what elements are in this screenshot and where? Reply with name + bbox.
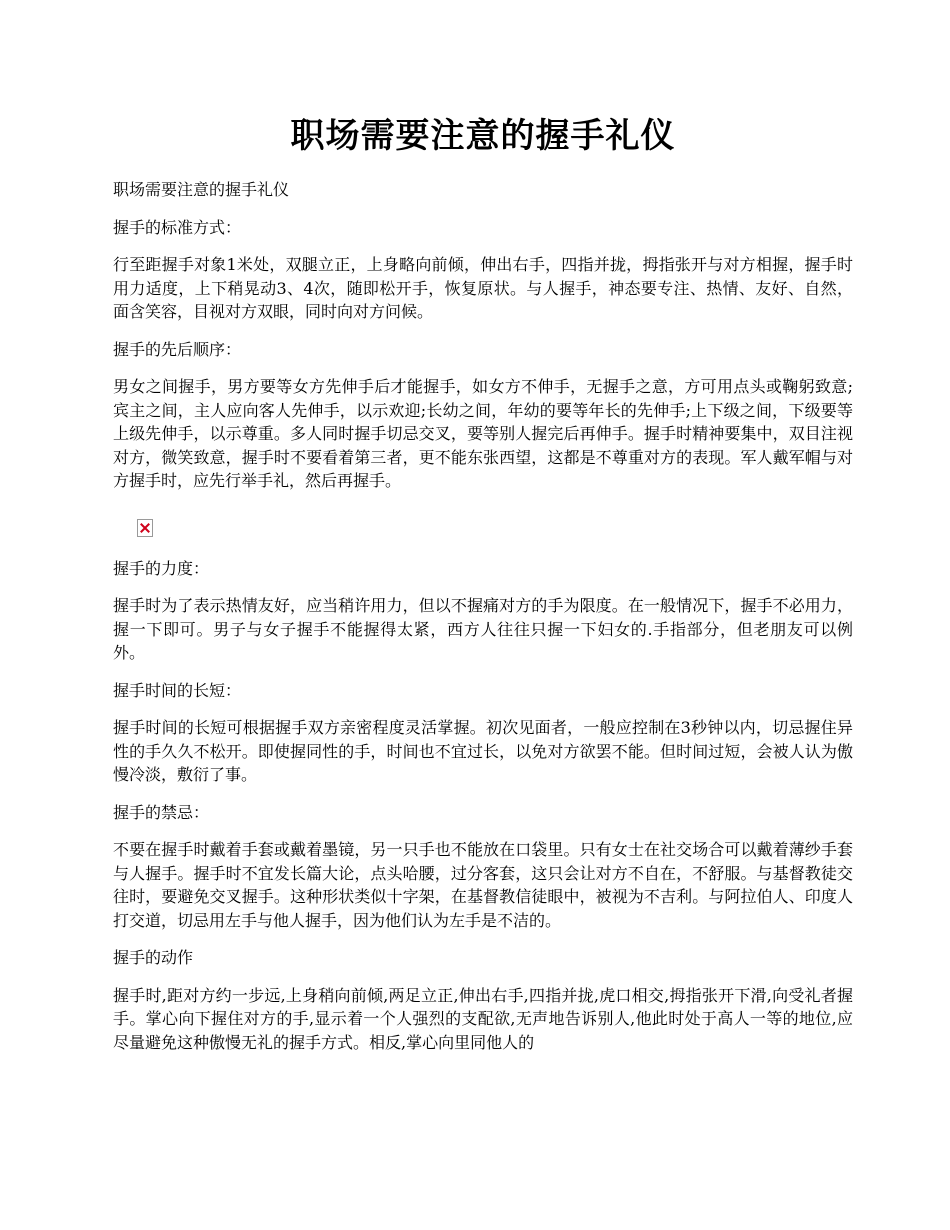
section-heading: 握手的标准方式： bbox=[113, 217, 242, 237]
image-container bbox=[113, 507, 853, 557]
paragraph: 不要在握手时戴着手套或戴着墨镜，另一只手也不能放在口袋里。只有女士在社交场合可以戴着薄纱手套与人握手。握手时不宜发长篇大论，点头哈腰，过分客套，这只会让对方不自在，不舒服。与基督教徒交往时，要避免交叉握手。这种形状类似十字架，在基督教信徒眼中，被视为不吉利。与阿拉伯人、印度人打交道，切忌用左手与他人握手，因为他们认为左手是不洁的。 bbox=[113, 840, 853, 930]
paragraph: 握手时为了表示热情友好，应当稍许用力，但以不握痛对方的手为限度。在一般情况下，握手不必用力，握一下即可。男子与女子握手不能握得太紧，西方人往往只握一下妇女的.手指部分，但老朋友可以例外。 bbox=[113, 596, 853, 662]
paragraph: 男女之间握手，男方要等女方先伸手后才能握手，如女方不伸手，无握手之意，方可用点头或鞠躬致意;宾主之间，主人应向客人先伸手，以示欢迎;长幼之间，年幼的要等年长的先伸手;上下级之间，下级要等上级先伸手，以示尊重。多人同时握手切忌交叉，要等别人握完后再伸手。握手时精神要集中，双目注视对方，微笑致意，握手时不要看着第三者，更不能东张西望，这都是不尊重对方的表现。军人戴军帽与对方握手时，应先行举手礼，然后再握手。 bbox=[113, 377, 853, 490]
paragraph: 握手时,距对方约一步远,上身稍向前倾,两足立正,伸出右手,四指并拢,虎口相交,拇指张开下滑,向受礼者握手。掌心向下握住对方的手,显示着一个人强烈的支配欲,无声地告诉别人,他此时处于高人一等的地位,应尽量避免这种傲慢无礼的握手方式。相反,掌心向里同他人的 bbox=[113, 985, 853, 1052]
document-title: 职场需要注意的握手礼仪 bbox=[290, 116, 676, 156]
section-heading: 握手的禁忌： bbox=[113, 802, 210, 822]
broken-image-icon bbox=[137, 519, 153, 537]
section-heading: 握手的先后顺序： bbox=[113, 339, 242, 359]
section-heading: 握手的力度： bbox=[113, 558, 210, 578]
document-body bbox=[113, 178, 853, 1068]
section-heading: 握手时间的长短： bbox=[113, 680, 242, 700]
paragraph: 职场需要注意的握手礼仪 bbox=[113, 180, 290, 199]
section-heading: 握手的动作 bbox=[113, 948, 194, 967]
paragraph: 握手时间的长短可根据握手双方亲密程度灵活掌握。初次见面者，一般应控制在3秒钟以内，切忌握住异性的手久久不松开。即使握同性的手，时间也不宜过长，以免对方欲罢不能。但时间过短，会被人认为傲慢冷淡，敷衍了事。 bbox=[113, 718, 853, 784]
paragraph: 行至距握手对象1米处，双腿立正，上身略向前倾，伸出右手，四指并拢，拇指张开与对方相握，握手时用力适度，上下稍晃动3、4次，随即松开手，恢复原状。与人握手，神态要专注、热情、友好、自然，面含笑容，目视对方双眼，同时向对方问候。 bbox=[113, 255, 853, 321]
